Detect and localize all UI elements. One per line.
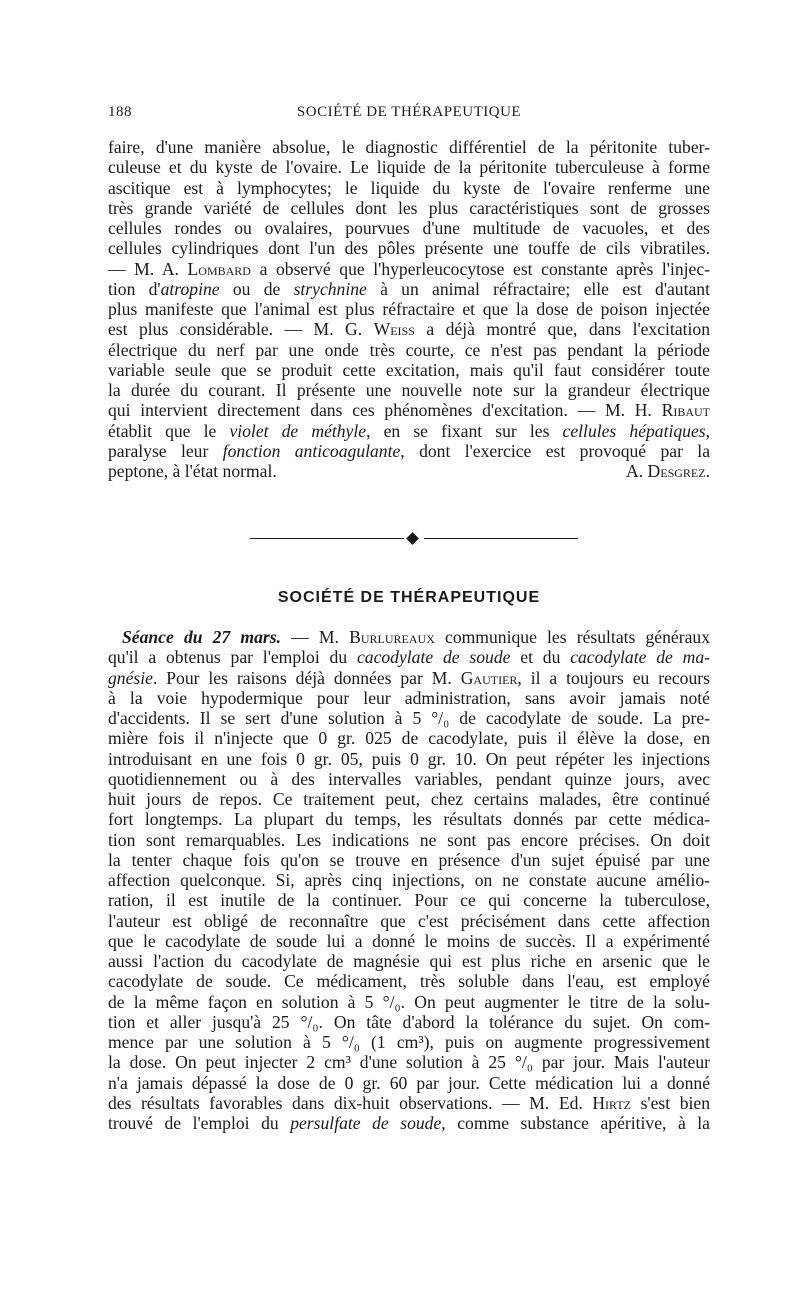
- text-line: n'a jamais dépassé la dose de 0 gr. 60 par jour. Cette médication lui a donné: [108, 1072, 710, 1093]
- running-title: SOCIÉTÉ DE THÉRAPEUTIQUE: [296, 104, 522, 120]
- text-line: de la même façon en solution à 5 °/₀. On peut augmenter le titre de la solu-: [108, 991, 710, 1012]
- text-line: la tenter chaque fois qu'on se trouve en présence d'un sujet épuisé par une: [108, 849, 710, 870]
- text-line: plus manifeste que l'animal est plus réfractaire et que la dose de poison injectée: [108, 299, 710, 319]
- text-line: très grande variété de cellules dont les plus caractéristiques sont de grosses: [108, 197, 710, 218]
- text-line: la durée du courant. Il présente une nouvelle note sur la grandeur électrique: [108, 380, 710, 400]
- drug-name: gnésie: [108, 667, 153, 688]
- author-name: Weiss: [373, 319, 415, 340]
- running-head: [108, 104, 710, 126]
- text-line: cellules cylindriques dont l'un des pôles présente une touffe de cils vibratiles.: [108, 238, 710, 259]
- italic-term: cellules hépatiques: [562, 420, 706, 441]
- text-line: introduisant en une fois 0 gr. 05, puis 0 gr. 10. On peut répéter les injections: [108, 748, 710, 769]
- text-line: Séance du 27 mars. — M. Burlureaux communique les résultats généraux: [122, 627, 710, 647]
- page-number: 188: [108, 104, 132, 120]
- text-line: variable seule que se produit cette excitation, mais qu'il faut considérer toute: [108, 359, 710, 380]
- drug-name: atropine: [160, 278, 220, 299]
- text-line: tion et aller jusqu'à 25 °/₀. On tâte d'abord la tolérance du sujet. On com-: [108, 1011, 710, 1032]
- text-line: ration, il est inutile de la continuer. Pour ce qui concerne la tuberculose,: [108, 890, 710, 911]
- author-name: Burlureaux: [349, 627, 435, 647]
- text-line: la dose. On peut injecter 2 cm³ d'une solution à 25 °/₀ par jour. Mais l'auteur: [108, 1052, 710, 1073]
- text-line: culeuse et du kyste de l'ovaire. Le liquide de la péritonite tuberculeuse à forme: [108, 157, 710, 178]
- author-name: Ribaut: [661, 400, 710, 421]
- section-title: SOCIÉTÉ DE THÉRAPEUTIQUE: [277, 589, 541, 606]
- text-line: d'accidents. Il se sert d'une solution à 5 °/₀ de cacodylate de soude. La pre-: [108, 708, 710, 728]
- paragraph-continuation: [108, 137, 710, 481]
- italic-term: fonction anticoagulante: [222, 440, 401, 461]
- text-line: que le cacodylate de soude lui a donné le moins de succès. Il a expérimenté: [108, 930, 710, 951]
- italic-term: violet de méthyle: [229, 420, 367, 441]
- text-line: huit jours de repos. Ce traitement peut, chez certains malades, être continué: [108, 789, 710, 809]
- text-line: — M. A. Lombard a observé que l'hyperleucocytose est constante après l'injec-: [108, 258, 710, 279]
- drug-name: cacodylate de soude: [356, 647, 511, 668]
- text-line: mence par une solution à 5 °/₀ (1 cm³), puis on augmente progressivement: [108, 1032, 710, 1052]
- text-line: l'auteur est obligé de reconnaître que c'est précisément dans cette affection: [108, 910, 710, 931]
- text-line: aussi l'action du cacodylate de magnésie qui est plus riche en arsenic que le: [108, 951, 710, 971]
- text-line: mière fois il n'injecte que 0 gr. 025 de cacodylate, puis il élève la dose, en: [108, 728, 710, 749]
- author-name: Hirtz: [592, 1092, 631, 1113]
- signature: A. Desgrez.: [626, 461, 710, 481]
- text-line: qui intervient directement dans ces phénomènes d'excitation. — M. H. Ribaut: [108, 400, 710, 421]
- text-line: faire, d'une manière absolue, le diagnostic différentiel de la péritonite tuber-: [108, 137, 710, 157]
- text-line: paralyse leur fonction anticoagulante, dont l'exercice est provoqué par la: [108, 440, 710, 461]
- author-name: Gautier: [460, 667, 518, 688]
- text-line: quotidiennement ou à des intervalles variables, pendant quinze jours, avec: [108, 768, 710, 789]
- section-divider: [250, 531, 578, 547]
- text-line: établit que le violet de méthyle, en se fixant sur les cellules hépatiques,: [108, 420, 711, 441]
- diamond-ornament-icon: [406, 532, 419, 545]
- text-line: à la voie hypodermique pour leur administration, sans avoir jamais noté: [108, 687, 710, 708]
- text-line: peptone, à l'état normal. A. Desgrez.: [108, 461, 710, 481]
- text-line: qu'il a obtenus par l'emploi du cacodylate de soude et du cacodylate de ma-: [108, 647, 711, 668]
- session-report: [108, 627, 710, 1133]
- text-line: des résultats favorables dans dix-huit observations. — M. Ed. Hirtz s'est bien: [108, 1092, 710, 1113]
- text-line: cellules rondes ou ovalaires, pourvues d'une multitude de vacuoles, et des: [108, 218, 710, 238]
- text-line: affection quelconque. Si, après cinq injections, on ne constate aucune amélio-: [108, 870, 710, 890]
- text-line: fort longtemps. La plupart du temps, les résultats donnés par cette médica-: [108, 809, 710, 830]
- drug-name: strychnine: [293, 278, 367, 299]
- drug-name: persulfate de soude: [290, 1113, 442, 1133]
- author-name: Lombard: [187, 258, 251, 279]
- text-line: cacodylate de soude. Ce médicament, très soluble dans l'eau, est employé: [108, 971, 710, 992]
- text-line: tion sont remarquables. Les indications ne sont pas encore précises. On doit: [108, 829, 710, 850]
- text-line: tion d'atropine ou de strychnine à un animal réfractaire; elle est d'autant: [108, 278, 710, 299]
- text-line: trouvé de l'emploi du persulfate de soude, comme substance apéritive, à la: [108, 1113, 710, 1133]
- text-line: ascitique est à lymphocytes; le liquide du kyste de l'ovaire renferme une: [108, 177, 710, 198]
- text-line: gnésie. Pour les raisons déjà données par M. Gautier, il a toujours eu recours: [108, 667, 710, 688]
- session-date: Séance du 27 mars.: [122, 627, 282, 647]
- text-line: électrique du nerf par une onde très courte, ce n'est pas pendant la période: [108, 339, 710, 360]
- drug-name: cacodylate de ma-: [570, 647, 711, 668]
- text-line: est plus considérable. — M. G. Weiss a déjà montré que, dans l'excitation: [108, 319, 710, 340]
